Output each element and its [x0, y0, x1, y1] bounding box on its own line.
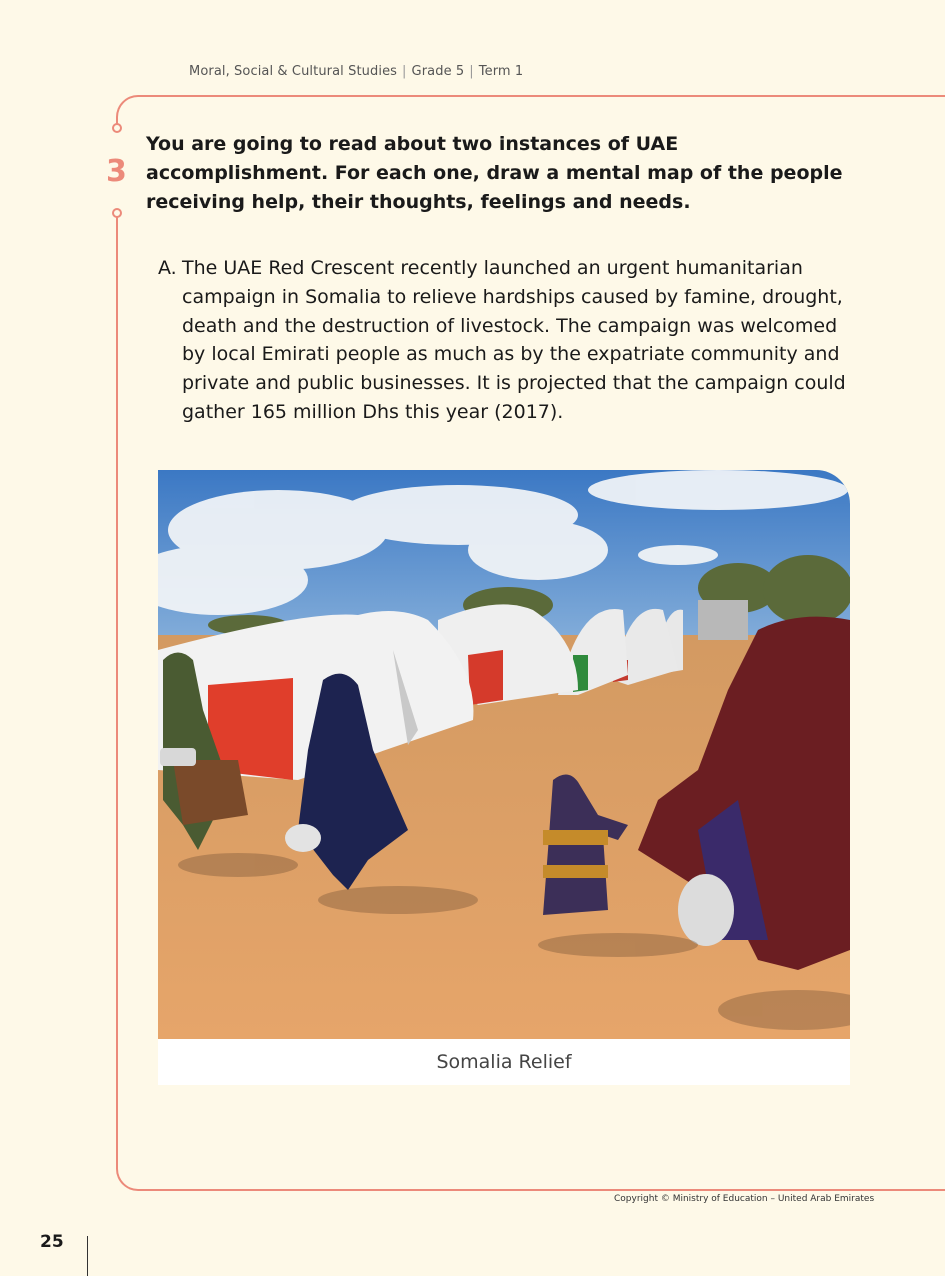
somalia-relief-photo — [158, 470, 850, 1039]
running-header — [189, 64, 523, 79]
header-separator: | — [469, 64, 474, 79]
page-number-divider — [87, 1236, 88, 1276]
header-grade: Grade 5 — [411, 64, 465, 79]
photo-illustration — [158, 470, 850, 1039]
task-number: 3 — [106, 154, 127, 189]
header-separator: | — [402, 64, 407, 79]
item-a-text: The UAE Red Crescent recently launched an urgent humanitarian campaign in Somalia to relieve hardships caused by famine, drought, death and the destruction of livestock. The campaign was welcomed by local Emirati people as much as by the expatriate community and private and public businesses. It is projected that the campaign could gather 165 million Dhs this year (2017). — [182, 257, 846, 423]
photo-caption: Somalia Relief — [158, 1039, 850, 1085]
item-a — [158, 254, 858, 427]
task-instruction: You are going to read about two instances of UAE accomplishment. For each one, draw a mental map of the people receiving help, their thoughts, feelings and needs. — [146, 133, 843, 213]
header-term: Term 1 — [478, 64, 524, 79]
copyright-notice: Copyright © Ministry of Education – United Arab Emirates — [614, 1194, 875, 1204]
frame-top-line — [116, 95, 945, 125]
frame-dot-lower — [112, 208, 122, 218]
page-number: 25 — [40, 1232, 64, 1252]
item-a-marker: A. — [158, 257, 177, 279]
frame-dot-upper — [112, 123, 122, 133]
header-subject: Moral, Social & Cultural Studies — [189, 64, 398, 79]
